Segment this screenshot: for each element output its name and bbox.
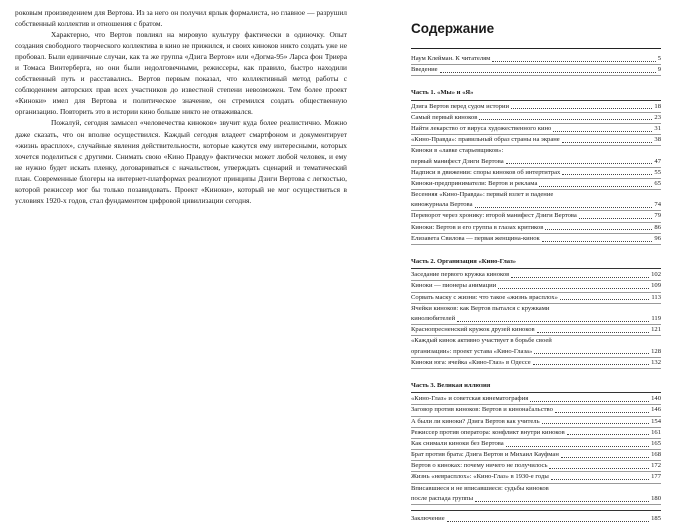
toc-entry-row [411,113,661,123]
toc-entry-row [411,347,661,357]
toc-page-number: 140 [651,395,661,403]
paragraph-2: Характерно, что Вертов повлиял на мировую культуру фактически в одиночку. Опыт создания свободного творческого коллектива в кино не прижился, и своих киноков никто создать уже не пробовал. Были единичные случаи, как та же группа «Дзига Вертов» или «Догма-95» Ларса фон Триера и Томаса Винтерберга, но они были недолговечными, режиссеры, как правило, быстро находили собственный путь и расставались. Вертов первым показал, что коллективный метод работы с соблюдением авторских прав всех участников до известной степени невозможен. Тем более проект «Киноки» имел для Вертова и политическое значение, он стремился создать общественную организацию. Повторить это в истории кино больше никто не отваживался. [15,30,347,117]
toc-part-heading[interactable]: Часть 2. Организация «Кино-Глаз» [411,257,661,269]
toc-leader-dots [511,277,649,278]
toc-entry-title: «Кино-Глаз» и советская кинематография [411,395,529,403]
toc-entry-row [411,394,661,404]
toc-entry-title: Как снимали киноки без Вертова [411,439,504,447]
toc-entry-row [411,124,661,134]
toc-entry-row [411,314,661,324]
paragraph-3: Пожалуй, сегодня замысел «человечества киноков» звучит куда более реалистично. Можно даже сказать, что он вполне осуществился. Каждый сегодня владеет смартфоном и документирует «жизнь врасплох», случайные явления действительности, которые кажутся ему интересными, которых хочется поделиться с другими. Снимать свою «Кино Правду» фактически может любой человек, и ему не нужно будет искать пленку, договариваться с начальством, утверждать сценарий и тематический план. Современные блогеры на интернет-платформах реализуют принципы Дзиги Вертова с легкостью, которой режиссер мог бы только позавидовать. Проект «Киноки», который не мог осуществиться в условиях 1920-х годов, стал фундаментом цифровой цивилизации сегодня. [15,118,347,205]
toc-entry-title: Киноки-предприниматели: Вертов и реклама [411,179,538,187]
toc-entry-title: Заговор против киноков: Вертов и кинонačальство [411,406,553,414]
toc-entry-title: Дзига Вертов перед судом истории [411,102,510,110]
toc-entry-title: Режиссер против оператора: конфликт внутри киноков [411,428,565,436]
toc-leader-dots [506,446,649,447]
toc-leader-dots [530,401,649,402]
toc-entry-row [411,65,661,75]
toc-entry-title: Сорвать маску с жизни: что такое «жизнь врасплох» [411,293,558,301]
toc-entry[interactable] [411,168,661,179]
toc-leader-dots [534,353,649,354]
toc-part-heading[interactable]: Часть 1. «Мы» и «Я» [411,88,661,100]
toc-leader-dots [562,174,652,175]
toc-leader-dots [492,61,655,62]
toc-leader-dots [553,131,652,132]
toc-leader-dots [447,521,649,522]
toc-entry-title: Наум Клейман. К читателям [411,54,491,62]
toc-page-number: 79 [654,212,661,220]
toc-entry-line: Киноки в «лавке старьевщиков»: [411,147,504,155]
toc-leader-dots [479,119,652,120]
toc-page-number: 96 [654,234,661,242]
toc-entry[interactable] [411,190,661,211]
toc-entry-title: Переворот через хронику: второй манифест Дзиги Вертова [411,212,577,220]
toc-entry-row [411,270,661,280]
toc-entry[interactable] [411,417,661,428]
toc-leader-dots [560,299,649,300]
toc-entry-title: Краснопресненский кружок друзей киноков [411,326,535,334]
toc-entry-row [411,135,661,145]
toc-entry-line: Ячейки киноков: как Вертов пытался с кружками [411,304,550,312]
toc-entry[interactable] [411,146,661,167]
toc-entry[interactable] [411,439,661,450]
toc-page-number: 31 [654,124,661,132]
toc-entry[interactable] [411,270,661,281]
toc-entry-row [411,200,661,210]
toc-page-number: 121 [651,326,661,334]
toc-entry[interactable] [411,135,661,146]
toc-page-number: 65 [654,179,661,187]
toc-page-number: 5 [657,54,661,62]
toc-page-number: 55 [654,168,661,176]
toc-entry[interactable] [411,450,661,461]
toc-page-number: 38 [654,136,661,144]
toc-entry-line: Весенняя «Кино-Правда»: первый взлет и падение [411,191,554,199]
toc-entry[interactable] [411,394,661,405]
toc-entry-row [411,428,661,438]
toc-entry-row [411,439,661,449]
toc-entry-title: А были ли киноки? Дзига Вертов как учитель [411,417,540,425]
toc-entry-title: Елизавета Свилова — первая женщина-кинок [411,234,540,242]
toc-page-number: 185 [651,515,661,523]
toc-entry[interactable] [411,472,661,483]
toc-entry[interactable] [411,405,661,416]
toc-entry-row [411,234,661,244]
toc-page-number: 168 [651,451,661,459]
toc-entry-title: Киноки: Вертов и его группа в глазах критиков [411,223,544,231]
toc-entry[interactable] [411,102,661,113]
toc-entry[interactable] [411,54,661,65]
toc-leader-dots [555,412,649,413]
table-of-contents [411,10,661,524]
toc-leader-dots [542,423,650,424]
toc-entry-title: Введение [411,66,438,74]
toc-page-number: 47 [654,157,661,165]
toc-page-number: 9 [657,66,661,74]
toc-leader-dots [533,364,649,365]
toc-part-heading[interactable]: Часть 3. Великая иллюзия [411,381,661,393]
toc-entry-row [411,54,661,64]
toc-page-number: 109 [651,282,661,290]
toc-leader-dots [475,207,653,208]
toc-entry[interactable] [411,113,661,124]
toc-page-number: 23 [654,113,661,121]
toc-leader-dots [440,72,656,73]
toc-page-number: 172 [651,462,661,470]
toc-entry-title: Самый первый киноков [411,113,478,121]
toc-entry-title: Надписи в движении: споры киноков об интертитрах [411,168,561,176]
toc-entry-row [411,223,661,233]
toc-entry-row [411,450,661,460]
toc-page-number: 18 [654,102,661,110]
toc-page-number: 102 [651,271,661,279]
paragraph-1: роковым произведением для Вертова. Из за него он получил ярлык формалиста, но главное — разрушил собственный коллектив и отношения с братом. [15,8,347,29]
toc-entry-row [411,461,661,471]
toc-entry-title: киножурнала Вертова [411,201,473,209]
toc-page-number: 180 [651,494,661,502]
toc-leader-dots [562,142,653,143]
toc-entry[interactable] [411,124,661,135]
toc-page-number: 177 [651,473,661,481]
toc-entry-title: Найти лекарство от вируса художественного кино [411,124,552,132]
toc-list [411,54,661,524]
toc-entry-title: первый манифест Дзиги Вертова [411,157,504,165]
toc-page-number: 113 [651,293,661,301]
toc-entry[interactable] [411,461,661,472]
toc-entry-title: организации»: проект устава «Кино-Глаза» [411,347,533,355]
toc-leader-dots [549,468,649,469]
toc-entry-line: Вписавшиеся и не вписавшиеся: судьбы киноков [411,484,549,492]
toc-entry[interactable] [411,336,661,357]
toc-leader-dots [567,434,649,435]
toc-leader-dots [537,332,650,333]
toc-entry[interactable] [411,510,661,524]
toc-page-number: 161 [651,428,661,436]
toc-entry-line: «Каждый кинок активно участвует в борьбе своей [411,337,552,345]
toc-entry-title: кинолюбителей [411,315,456,322]
toc-entry-title: Киноки — пионеры анимации [411,282,497,290]
toc-entry-title: Брат против брата: Дзига Вертов и Михаил Кауфман [411,451,559,459]
toc-page-number: 146 [651,406,661,414]
toc-page-number: 119 [651,315,661,322]
toc-entry-row [411,157,661,167]
toc-page-number: 154 [651,417,661,425]
toc-page-number: 128 [651,347,661,355]
toc-entry-title: Вертов о киноках: почему ничего не получилось [411,462,548,470]
toc-page-number: 132 [651,358,661,366]
toc-entry[interactable] [411,211,661,222]
toc-entry-title: Киноки юга: ячейка «Кино-Глаз» в Одессе [411,358,531,366]
toc-leader-dots [542,241,653,242]
toc-entry[interactable] [411,304,661,325]
toc-entry[interactable] [411,325,661,336]
toc-entry[interactable] [411,179,661,190]
toc-entry-row [411,325,661,335]
toc-entry[interactable] [411,281,661,292]
toc-entry-title: «Кино-Правда»: правильный образ страны на экране [411,136,560,144]
toc-leader-dots [545,229,652,230]
toc-entry[interactable] [411,484,661,505]
toc-entry-title: Жизнь «неврасплох»: «Кино-Глаз» в 1930-е годы [411,473,549,481]
toc-title: Содержание [411,10,661,49]
toc-entry-row [411,179,661,189]
toc-page-number: 86 [654,223,661,231]
toc-entry-title: Заключение [411,515,445,523]
toc-leader-dots [551,479,649,480]
toc-entry-row [411,417,661,427]
toc-entry-row [411,211,661,221]
toc-entry-row [411,102,661,112]
toc-entry-row [411,281,661,291]
toc-entry-row [411,494,661,504]
toc-page-number: 165 [651,439,661,447]
toc-entry[interactable] [411,358,661,369]
toc-entry[interactable] [411,223,661,234]
toc-entry-row [411,293,661,303]
toc-entry[interactable] [411,293,661,304]
toc-leader-dots [506,163,653,164]
toc-leader-dots [579,218,653,219]
left-page-text [15,7,347,206]
toc-entry-title: после распада группы [411,494,474,502]
toc-entry[interactable] [411,428,661,439]
toc-leader-dots [511,108,652,109]
toc-entry-row [411,405,661,415]
toc-entry-title: Заседание первого кружка киноков [411,271,510,279]
toc-entry-row [411,514,661,524]
toc-leader-dots [498,288,649,289]
toc-entry-row [411,358,661,368]
toc-entry-row [411,472,661,482]
toc-page-number: 74 [654,201,661,209]
toc-entry-row [411,168,661,178]
toc-entry[interactable] [411,234,661,245]
toc-leader-dots [539,186,652,187]
toc-leader-dots [561,457,649,458]
toc-leader-dots [457,321,649,322]
toc-leader-dots [475,501,649,502]
toc-entry[interactable] [411,65,661,76]
